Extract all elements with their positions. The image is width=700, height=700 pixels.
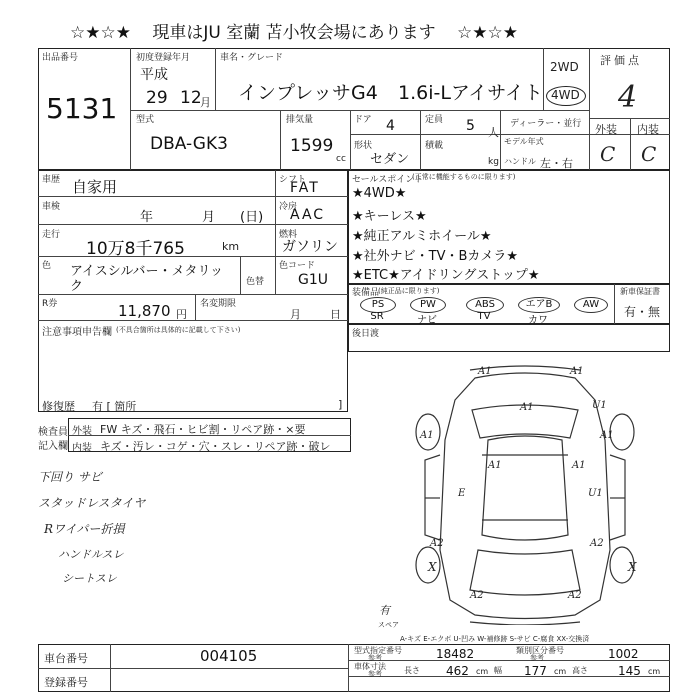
ac-label: 冷房 <box>279 202 298 212</box>
equip-pw: PW <box>410 297 446 313</box>
drive-4wd: 4WD <box>551 88 580 102</box>
equip-abs: ABS <box>466 297 504 313</box>
color-label: 色 <box>42 261 52 271</box>
length-label: 長さ <box>404 666 420 675</box>
inspector-note: ハンドルスレ <box>58 548 124 561</box>
load-label: 積載 <box>425 141 444 151</box>
sales-sub: (正常に機能するものに限ります) <box>412 173 516 181</box>
color-code-label: 色コード <box>279 261 316 271</box>
equip-airbag: エアB <box>518 297 560 313</box>
score-label: 評価点 <box>600 54 642 67</box>
month-unit: 月 <box>200 96 211 109</box>
model-year-label: モデル年式 <box>504 137 544 146</box>
size-sub: 参考 <box>368 670 382 678</box>
mileage: 10万8千765 <box>86 239 185 259</box>
exterior-grade: C <box>600 142 616 166</box>
model-name: インプレッサG4 <box>238 82 378 104</box>
equipment-sub: (純正品に限ります) <box>378 287 440 295</box>
damage-mark: A2 <box>430 538 444 549</box>
afterday-frame <box>348 324 670 352</box>
inspector-note: Rワイパー折損 <box>44 522 125 536</box>
interior-label: 内装 <box>637 123 659 136</box>
equip-aw: AW <box>574 297 608 313</box>
banner-text: 現車はJU 室蘭 苫小牧会場にあります <box>152 23 436 43</box>
notes-sub: (不具合箇所は具体的に記載して下さい) <box>116 326 241 334</box>
sales-point: ★社外ナビ・TV・Bカメラ★ <box>352 249 519 264</box>
warranty-value: 有・無 <box>624 305 661 319</box>
inspection-label: 車検 <box>42 202 61 212</box>
damage-mark: A2 <box>568 590 582 601</box>
history-value: 自家用 <box>72 178 118 196</box>
shape: セダン <box>370 152 410 167</box>
type-code: 18482 <box>436 647 475 661</box>
inspector-note: 下回り サビ <box>38 470 102 484</box>
height-label: 高さ <box>572 666 588 675</box>
afterday-label: 後日渡 <box>352 329 380 339</box>
width-label: 幅 <box>494 666 502 675</box>
color: アイスシルバー・メタリック <box>70 264 223 294</box>
inspector-ext-label: 外装 <box>72 426 92 437</box>
doors-label: ドア <box>354 115 372 125</box>
inspector-note: スタッドレスタイヤ <box>38 496 146 510</box>
damage-mark: A1 <box>600 430 614 441</box>
notes-label: 注意事項申告欄 <box>42 327 112 338</box>
history-label: 車歴 <box>42 175 61 185</box>
damage-mark: X <box>628 560 637 574</box>
score: 4 <box>618 80 638 115</box>
sales-label: セールスポイント <box>352 175 424 185</box>
diagram-legend: A-キズ E-エクボ U-凹み W-補修跡 S-サビ C-腐食 XX-交換済 <box>400 635 590 643</box>
damage-mark: A1 <box>488 460 502 471</box>
chassis-label: 車台番号 <box>44 652 88 665</box>
damage-mark: X <box>428 560 437 574</box>
width-unit: cm <box>554 667 567 676</box>
damage-mark: A1 <box>572 460 586 471</box>
banner-stars-left: ☆★☆★ <box>70 23 131 43</box>
sales-point: ★4WD★ <box>352 186 407 201</box>
equip-ps: PS <box>360 297 396 313</box>
color-code: G1U <box>298 272 329 288</box>
inspection-year: 年 <box>140 210 154 225</box>
displacement-label: 排気量 <box>286 115 314 125</box>
drive-2wd: 2WD <box>550 60 579 74</box>
shape-label: 形状 <box>354 141 373 151</box>
grade: 1.6i-Lアイサイト <box>398 82 543 104</box>
sales-point: ★キーレス★ <box>352 209 427 224</box>
name-change-label: 名変期限 <box>200 299 237 309</box>
cc-unit: cc <box>336 154 346 164</box>
damage-mark: U1 <box>592 400 607 411</box>
model-label: 車名・グレード <box>220 53 284 63</box>
car-diagram <box>400 360 650 625</box>
interior-grade: C <box>641 142 657 166</box>
repair-label: 修復歴 <box>42 400 75 413</box>
reg-month: 12 <box>180 88 202 108</box>
equip-tv: TV <box>477 311 491 322</box>
warranty-label: 新車保証書 <box>620 287 660 296</box>
recycle-yen: 円 <box>176 308 187 321</box>
type-value: DBA-GK3 <box>150 134 228 154</box>
damage-mark: A2 <box>470 590 484 601</box>
mileage-unit: km <box>222 240 240 253</box>
recycle-label: R券 <box>42 299 58 309</box>
class-label: 類別区分番号 <box>516 646 564 655</box>
type-code-label: 型式指定番号 <box>354 646 402 655</box>
length: 462 <box>446 664 469 678</box>
type-code-sub: 参考 <box>368 654 382 662</box>
inspection-month: 月 <box>202 210 216 225</box>
capacity-unit: 人 <box>488 126 499 139</box>
reg-year: 29 <box>146 88 168 108</box>
inspector-note: シートスレ <box>62 572 117 585</box>
fuel-label: 燃料 <box>279 230 298 240</box>
handle-label: ハンドル <box>504 157 536 166</box>
inspector-ext-items: FW キズ・飛石・ヒビ割・リペア跡・×要 <box>100 423 306 436</box>
capacity: 5 <box>466 118 475 134</box>
length-unit: cm <box>476 667 489 676</box>
sales-point: ★純正アルミホイール★ <box>352 229 492 244</box>
damage-mark: A1 <box>570 366 584 377</box>
chassis-number: 004105 <box>200 647 258 665</box>
sales-point: ★ETC★アイドリングストップ★ <box>352 268 540 283</box>
exterior-label: 外装 <box>595 123 617 136</box>
height-unit: cm <box>648 667 661 676</box>
damage-mark: U1 <box>588 488 603 499</box>
era: 平成 <box>140 67 168 83</box>
type-label: 型式 <box>136 115 155 125</box>
class-sub: 参考 <box>530 654 544 662</box>
mileage-label: 走行 <box>42 230 61 240</box>
inspector-label-b: 記入欄 <box>38 441 68 452</box>
name-change-day: 日 <box>330 308 341 321</box>
class-code: 1002 <box>608 647 639 661</box>
recycle-amount: 11,870 <box>118 302 171 320</box>
size-label: 車体寸法 <box>354 662 386 671</box>
damage-mark: A1 <box>520 402 534 413</box>
equip-navi: ナビ <box>417 315 437 326</box>
displacement: 1599 <box>290 136 334 156</box>
fuel: ガソリン <box>282 239 338 255</box>
lot-label: 出品番号 <box>42 53 79 63</box>
repair-value: 有 [ 箇所 <box>92 400 137 413</box>
ac: AAC <box>290 207 326 223</box>
load-unit: kg <box>488 157 499 167</box>
equip-sr: SR <box>370 311 384 322</box>
capacity-label: 定員 <box>425 115 444 125</box>
inspection-day: (日) <box>240 210 264 225</box>
damage-mark: A1 <box>478 366 492 377</box>
reg-label: 登録番号 <box>44 676 88 689</box>
width: 177 <box>524 664 547 678</box>
spare-value: 有 <box>379 604 390 617</box>
recolor-label: 色替 <box>246 277 265 287</box>
inspector-int-items: キズ・汚レ・コゲ・穴・スレ・リペア跡・破レ <box>100 440 331 453</box>
first-reg-label: 初度登録年月 <box>136 53 191 63</box>
height: 145 <box>618 664 641 678</box>
spare-label: スペア <box>378 621 399 629</box>
banner-stars-right: ☆★☆★ <box>457 23 519 43</box>
lot-number: 5131 <box>46 92 118 125</box>
damage-mark: E <box>458 488 466 499</box>
handle: 左・右 <box>540 157 573 170</box>
name-change-month: 月 <box>290 308 301 321</box>
dealer-label: ディーラー・並行 <box>510 119 582 129</box>
inspector-int-label: 内装 <box>72 443 92 454</box>
equip-leather: カワ <box>528 315 548 326</box>
doors: 4 <box>386 118 395 134</box>
shift-label: シフト <box>279 175 307 185</box>
repair-close: ] <box>338 398 343 411</box>
damage-mark: A2 <box>590 538 604 549</box>
shift: FAT <box>290 180 320 196</box>
equipment-label: 装備品 <box>352 288 380 298</box>
banner <box>70 18 518 43</box>
damage-mark: A1 <box>420 430 434 441</box>
inspector-label-a: 検査員 <box>38 427 68 438</box>
